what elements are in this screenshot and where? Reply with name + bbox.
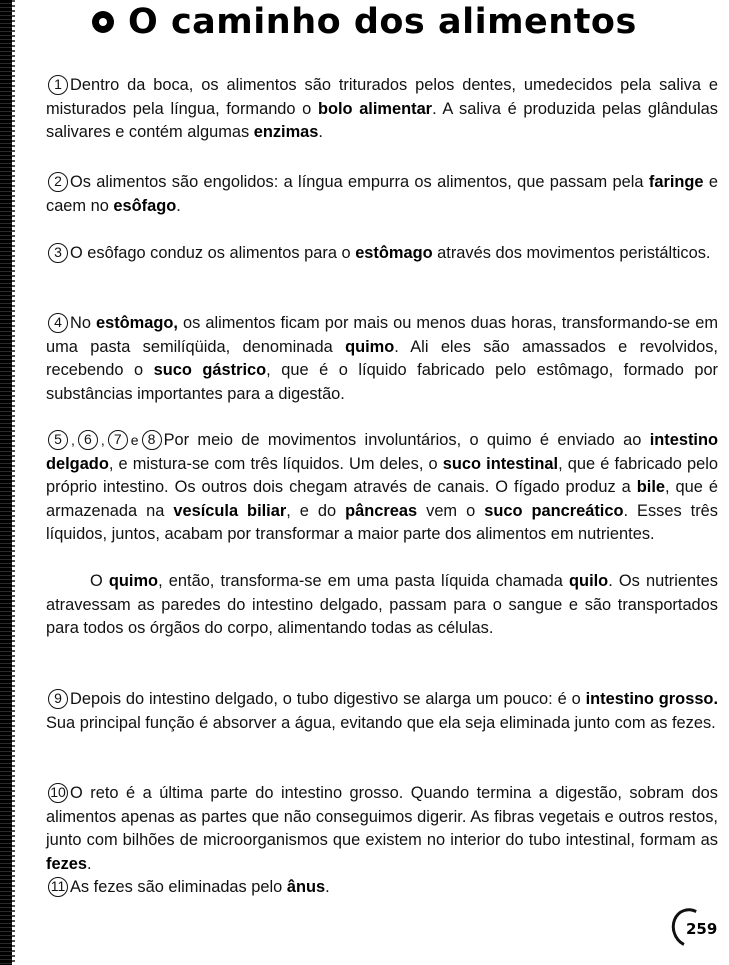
step-number-separator: , <box>100 432 105 448</box>
paragraph-4 <box>46 312 718 406</box>
paragraph-9 <box>46 876 718 900</box>
page-number <box>672 904 722 944</box>
step-number-badge: 10 <box>48 783 68 803</box>
binding-spine <box>0 0 12 965</box>
text-run: . <box>325 878 330 896</box>
highlighted-term: quimo <box>108 572 159 590</box>
step-number-badge: 1 <box>48 75 68 95</box>
highlighted-term: ânus <box>286 878 326 896</box>
highlighted-term: pâncreas <box>345 501 418 520</box>
paragraph-text <box>46 74 718 145</box>
paragraph-text <box>46 688 718 735</box>
highlighted-term: vesícula biliar <box>173 501 287 520</box>
paragraph-text <box>46 312 718 406</box>
highlighted-term: faringe <box>648 173 704 191</box>
text-run: . Os nutrientes atravessam as paredes do intestino delgado, passam para o sangue e são transportados para todos os órgãos do corpo, alimentando todas as células. <box>46 572 718 638</box>
paragraph-1 <box>46 74 718 145</box>
highlighted-term: suco pancreático <box>484 501 624 520</box>
text-run: , que é armazenada na <box>46 478 719 520</box>
text-run: Por meio de movimentos involuntários, o quimo é enviado ao <box>163 431 650 449</box>
page-number-text: 259 <box>686 920 718 938</box>
step-number-badge: 2 <box>48 172 68 192</box>
text-run: As fezes são eliminadas pelo <box>70 878 287 896</box>
paragraph-3 <box>46 242 718 266</box>
highlighted-term: suco intestinal <box>442 454 559 473</box>
text-run: , que é fabricado pelo próprio intestino. Os outros dois chegam através de canais. O fígado produz a <box>46 454 718 497</box>
paragraph-text <box>46 876 718 900</box>
text-run: O esôfago conduz os alimentos para o <box>70 244 356 262</box>
paragraph-text <box>46 782 718 876</box>
step-number-badge: 4 <box>48 313 68 333</box>
title-bullet-icon <box>92 11 114 33</box>
text-run: O <box>90 572 109 590</box>
paragraph-text <box>46 429 718 547</box>
text-run: O reto é a última parte do intestino grosso. Quando termina a digestão, sobram dos alimentos apenas as partes que não conseguimos digerir. As fibras vegetais e outros restos, junto com bilhões de microorganismos que existem no interior do tubo intestinal, formam as <box>46 784 718 850</box>
paragraph-2 <box>46 171 718 218</box>
paragraph-7 <box>46 688 718 735</box>
text-run: através dos movimentos peristálticos. <box>432 244 711 262</box>
text-run: . Ali eles são amassados e revolvidos, recebendo o <box>46 337 718 380</box>
text-run: , que é o líquido fabricado pelo estômago, formado por substâncias importantes para a digestão. <box>46 361 719 403</box>
text-run: vem o <box>417 501 485 520</box>
paragraph-6 <box>46 570 718 641</box>
text-run: . <box>318 123 323 142</box>
highlighted-term: estômago, <box>95 314 178 332</box>
highlighted-term: quimo <box>345 337 395 356</box>
step-number-badge: 7 <box>108 430 128 450</box>
highlighted-term: estômago <box>355 244 433 262</box>
paragraph-text <box>46 570 718 641</box>
text-run: . <box>87 854 92 873</box>
highlighted-term: enzimas <box>253 123 319 142</box>
text-run: e caem no <box>46 173 718 215</box>
page-title <box>92 2 637 42</box>
paragraph-text <box>46 171 718 218</box>
paragraph-5 <box>46 429 718 547</box>
highlighted-term: intestino grosso. <box>585 690 718 708</box>
paragraph-8 <box>46 782 718 876</box>
paragraph-text <box>46 242 718 266</box>
step-number-badge: 6 <box>78 430 98 450</box>
step-number-separator: e <box>130 432 139 448</box>
text-run: Sua principal função é absorver a água, evitando que ela seja eliminada junto com as fezes. <box>46 713 716 732</box>
step-number-badge: 9 <box>48 689 68 709</box>
highlighted-term: intestino delgado <box>46 431 718 473</box>
step-number-badge: 11 <box>48 877 68 897</box>
text-run: . Esses três líquidos, juntos, acabam por transformar a maior parte dos alimentos em nutrientes. <box>46 501 718 544</box>
highlighted-term: bolo alimentar <box>317 99 433 118</box>
text-run: , então, transforma-se em uma pasta líquida chamada <box>158 572 570 590</box>
step-number-badge: 5 <box>48 430 68 450</box>
text-run: , e mistura-se com três líquidos. Um deles, o <box>108 454 443 473</box>
text-run: Depois do intestino delgado, o tubo digestivo se alarga um pouco: é o <box>70 690 586 708</box>
binding-spine-edge <box>12 0 15 965</box>
highlighted-term: fezes <box>46 854 88 873</box>
highlighted-term: esôfago <box>113 196 177 215</box>
text-run: , e do <box>286 501 346 520</box>
text-run: . <box>176 196 181 215</box>
text-run: Os alimentos são engolidos: a língua empurra os alimentos, que passam pela <box>70 173 649 191</box>
highlighted-term: bile <box>636 478 666 497</box>
text-run: . A saliva é produzida pelas glândulas salivares e contém algumas <box>46 99 718 142</box>
page-title-text: O caminho dos alimentos <box>128 2 637 42</box>
text-run: No <box>70 314 96 332</box>
highlighted-term: suco gástrico <box>153 361 267 380</box>
step-number-badge: 8 <box>142 430 162 450</box>
step-number-badge: 3 <box>48 243 68 263</box>
text-run: Dentro da boca, os alimentos são triturados pelos dentes, umedecidos pela saliva e misturados pela língua, formando o <box>46 76 718 118</box>
step-number-separator: , <box>71 432 75 448</box>
text-run: os alimentos ficam por mais ou menos duas horas, transformando-se em uma pasta semilíqüida, denominada <box>46 314 718 356</box>
highlighted-term: quilo <box>569 572 609 590</box>
